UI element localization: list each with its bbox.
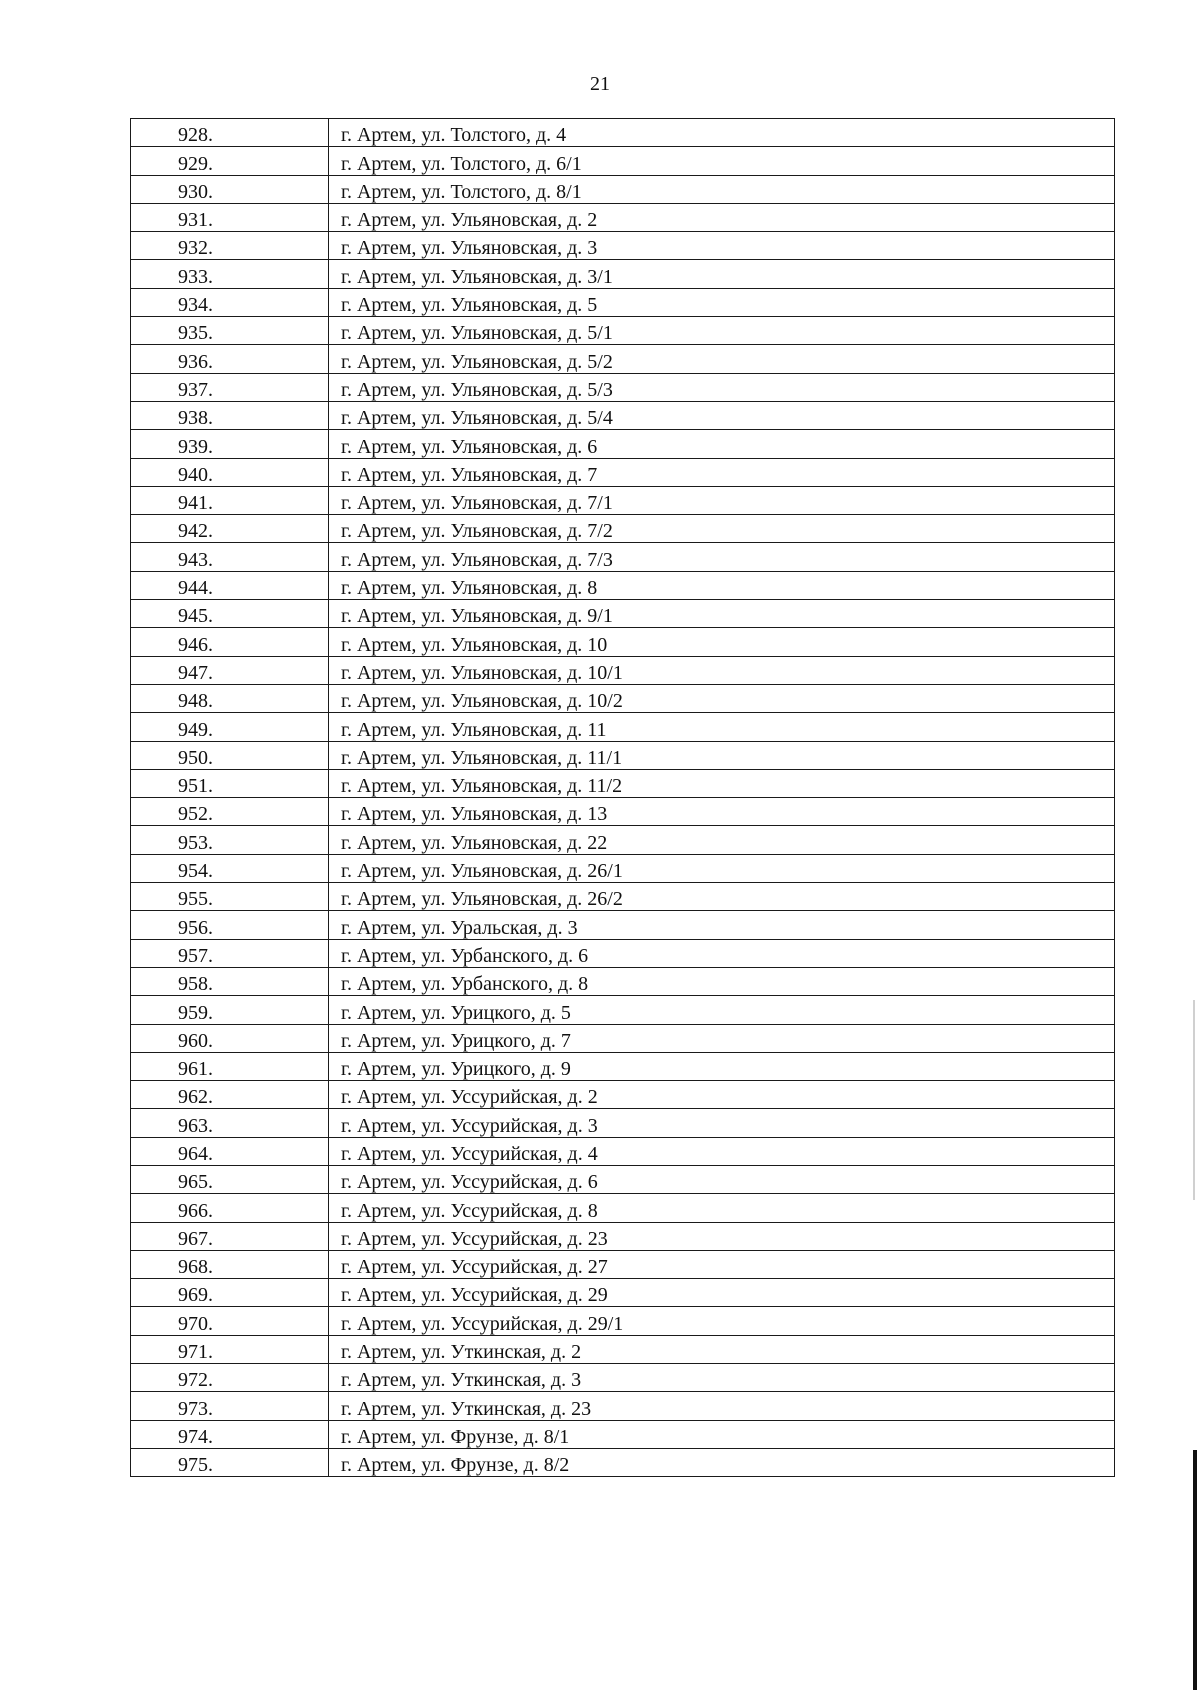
row-number-cell: 952. [131, 798, 329, 826]
table-row [131, 1250, 1115, 1278]
table-row [131, 345, 1115, 373]
address-cell: г. Артем, ул. Ульяновская, д. 8 [329, 571, 1115, 599]
address-cell: г. Артем, ул. Ульяновская, д. 11/1 [329, 741, 1115, 769]
address-cell: г. Артем, ул. Ульяновская, д. 3/1 [329, 260, 1115, 288]
address-cell: г. Артем, ул. Уссурийская, д. 2 [329, 1081, 1115, 1109]
address-cell: г. Артем, ул. Ульяновская, д. 10/1 [329, 656, 1115, 684]
row-number-cell: 932. [131, 232, 329, 260]
address-cell: г. Артем, ул. Ульяновская, д. 26/2 [329, 883, 1115, 911]
row-number-cell: 960. [131, 1024, 329, 1052]
address-cell: г. Артем, ул. Ульяновская, д. 10/2 [329, 684, 1115, 712]
address-cell: г. Артем, ул. Уткинская, д. 23 [329, 1392, 1115, 1420]
table-row [131, 260, 1115, 288]
address-cell: г. Артем, ул. Уссурийская, д. 29 [329, 1279, 1115, 1307]
table-row [131, 458, 1115, 486]
row-number-cell: 953. [131, 826, 329, 854]
scan-edge-mark [1193, 1450, 1197, 1690]
address-cell: г. Артем, ул. Уссурийская, д. 23 [329, 1222, 1115, 1250]
table-row [131, 911, 1115, 939]
row-number-cell: 950. [131, 741, 329, 769]
table-row [131, 1137, 1115, 1165]
table-row [131, 1335, 1115, 1363]
table-row [131, 1279, 1115, 1307]
table-row [131, 600, 1115, 628]
row-number-cell: 971. [131, 1335, 329, 1363]
table-row [131, 515, 1115, 543]
table-row [131, 967, 1115, 995]
address-cell: г. Артем, ул. Ульяновская, д. 5/3 [329, 373, 1115, 401]
address-table [130, 118, 1115, 1477]
table-row [131, 571, 1115, 599]
address-cell: г. Артем, ул. Уссурийская, д. 8 [329, 1194, 1115, 1222]
row-number-cell: 940. [131, 458, 329, 486]
table-row [131, 684, 1115, 712]
row-number-cell: 948. [131, 684, 329, 712]
row-number-cell: 928. [131, 119, 329, 147]
row-number-cell: 967. [131, 1222, 329, 1250]
row-number-cell: 974. [131, 1420, 329, 1448]
address-cell: г. Артем, ул. Уральская, д. 3 [329, 911, 1115, 939]
address-cell: г. Артем, ул. Толстого, д. 8/1 [329, 175, 1115, 203]
address-cell: г. Артем, ул. Ульяновская, д. 7/1 [329, 486, 1115, 514]
address-cell: г. Артем, ул. Фрунзе, д. 8/1 [329, 1420, 1115, 1448]
row-number-cell: 954. [131, 854, 329, 882]
address-cell: г. Артем, ул. Ульяновская, д. 11/2 [329, 769, 1115, 797]
row-number-cell: 947. [131, 656, 329, 684]
row-number-cell: 946. [131, 628, 329, 656]
address-cell: г. Артем, ул. Фрунзе, д. 8/2 [329, 1448, 1115, 1476]
row-number-cell: 933. [131, 260, 329, 288]
row-number-cell: 951. [131, 769, 329, 797]
page-number: 21 [590, 73, 610, 95]
row-number-cell: 956. [131, 911, 329, 939]
table-row [131, 1052, 1115, 1080]
row-number-cell: 937. [131, 373, 329, 401]
row-number-cell: 929. [131, 147, 329, 175]
row-number-cell: 972. [131, 1364, 329, 1392]
address-cell: г. Артем, ул. Уссурийская, д. 3 [329, 1109, 1115, 1137]
address-cell: г. Артем, ул. Ульяновская, д. 5/1 [329, 317, 1115, 345]
table-row [131, 741, 1115, 769]
table-row [131, 798, 1115, 826]
table-row [131, 430, 1115, 458]
table-row [131, 883, 1115, 911]
row-number-cell: 964. [131, 1137, 329, 1165]
row-number-cell: 965. [131, 1165, 329, 1193]
row-number-cell: 969. [131, 1279, 329, 1307]
address-cell: г. Артем, ул. Уссурийская, д. 6 [329, 1165, 1115, 1193]
table-row [131, 628, 1115, 656]
table-row [131, 203, 1115, 231]
table-row [131, 1194, 1115, 1222]
table-row [131, 232, 1115, 260]
address-cell: г. Артем, ул. Уссурийская, д. 27 [329, 1250, 1115, 1278]
address-cell: г. Артем, ул. Ульяновская, д. 22 [329, 826, 1115, 854]
table-row [131, 401, 1115, 429]
table-row [131, 1307, 1115, 1335]
address-cell: г. Артем, ул. Ульяновская, д. 13 [329, 798, 1115, 826]
scan-edge-mark-faint [1193, 1000, 1195, 1200]
address-cell: г. Артем, ул. Ульяновская, д. 5/4 [329, 401, 1115, 429]
address-cell: г. Артем, ул. Ульяновская, д. 6 [329, 430, 1115, 458]
address-cell: г. Артем, ул. Толстого, д. 6/1 [329, 147, 1115, 175]
row-number-cell: 959. [131, 996, 329, 1024]
table-row [131, 1364, 1115, 1392]
table-row [131, 656, 1115, 684]
address-cell: г. Артем, ул. Ульяновская, д. 26/1 [329, 854, 1115, 882]
address-cell: г. Артем, ул. Урицкого, д. 7 [329, 1024, 1115, 1052]
table-row [131, 1109, 1115, 1137]
table-row [131, 317, 1115, 345]
row-number-cell: 957. [131, 939, 329, 967]
address-cell: г. Артем, ул. Урицкого, д. 9 [329, 1052, 1115, 1080]
address-cell: г. Артем, ул. Урицкого, д. 5 [329, 996, 1115, 1024]
row-number-cell: 936. [131, 345, 329, 373]
table-row [131, 1165, 1115, 1193]
address-cell: г. Артем, ул. Ульяновская, д. 7 [329, 458, 1115, 486]
row-number-cell: 973. [131, 1392, 329, 1420]
address-cell: г. Артем, ул. Урбанского, д. 8 [329, 967, 1115, 995]
table-row [131, 175, 1115, 203]
row-number-cell: 939. [131, 430, 329, 458]
address-cell: г. Артем, ул. Ульяновская, д. 11 [329, 713, 1115, 741]
table-row [131, 486, 1115, 514]
table-row [131, 1024, 1115, 1052]
table-row [131, 939, 1115, 967]
table-row [131, 713, 1115, 741]
table-row [131, 996, 1115, 1024]
row-number-cell: 938. [131, 401, 329, 429]
row-number-cell: 943. [131, 543, 329, 571]
row-number-cell: 966. [131, 1194, 329, 1222]
table-row [131, 1420, 1115, 1448]
row-number-cell: 961. [131, 1052, 329, 1080]
table-row [131, 854, 1115, 882]
address-cell: г. Артем, ул. Ульяновская, д. 5 [329, 288, 1115, 316]
row-number-cell: 968. [131, 1250, 329, 1278]
row-number-cell: 975. [131, 1448, 329, 1476]
address-cell: г. Артем, ул. Уткинская, д. 2 [329, 1335, 1115, 1363]
table-row [131, 769, 1115, 797]
row-number-cell: 963. [131, 1109, 329, 1137]
table-row [131, 119, 1115, 147]
table-row [131, 288, 1115, 316]
table-row [131, 1448, 1115, 1476]
row-number-cell: 949. [131, 713, 329, 741]
table-row [131, 147, 1115, 175]
address-cell: г. Артем, ул. Толстого, д. 4 [329, 119, 1115, 147]
address-table-body [131, 119, 1115, 1477]
row-number-cell: 945. [131, 600, 329, 628]
table-row [131, 826, 1115, 854]
row-number-cell: 930. [131, 175, 329, 203]
row-number-cell: 955. [131, 883, 329, 911]
table-row [131, 373, 1115, 401]
address-cell: г. Артем, ул. Урбанского, д. 6 [329, 939, 1115, 967]
table-row [131, 543, 1115, 571]
address-cell: г. Артем, ул. Уссурийская, д. 4 [329, 1137, 1115, 1165]
table-row [131, 1222, 1115, 1250]
address-cell: г. Артем, ул. Ульяновская, д. 7/3 [329, 543, 1115, 571]
table-row [131, 1392, 1115, 1420]
row-number-cell: 934. [131, 288, 329, 316]
row-number-cell: 962. [131, 1081, 329, 1109]
address-cell: г. Артем, ул. Ульяновская, д. 10 [329, 628, 1115, 656]
row-number-cell: 935. [131, 317, 329, 345]
address-cell: г. Артем, ул. Ульяновская, д. 5/2 [329, 345, 1115, 373]
address-cell: г. Артем, ул. Ульяновская, д. 2 [329, 203, 1115, 231]
row-number-cell: 958. [131, 967, 329, 995]
row-number-cell: 970. [131, 1307, 329, 1335]
row-number-cell: 941. [131, 486, 329, 514]
address-cell: г. Артем, ул. Ульяновская, д. 9/1 [329, 600, 1115, 628]
address-cell: г. Артем, ул. Ульяновская, д. 3 [329, 232, 1115, 260]
address-cell: г. Артем, ул. Уткинская, д. 3 [329, 1364, 1115, 1392]
row-number-cell: 931. [131, 203, 329, 231]
address-cell: г. Артем, ул. Уссурийская, д. 29/1 [329, 1307, 1115, 1335]
address-cell: г. Артем, ул. Ульяновская, д. 7/2 [329, 515, 1115, 543]
row-number-cell: 944. [131, 571, 329, 599]
row-number-cell: 942. [131, 515, 329, 543]
table-row [131, 1081, 1115, 1109]
